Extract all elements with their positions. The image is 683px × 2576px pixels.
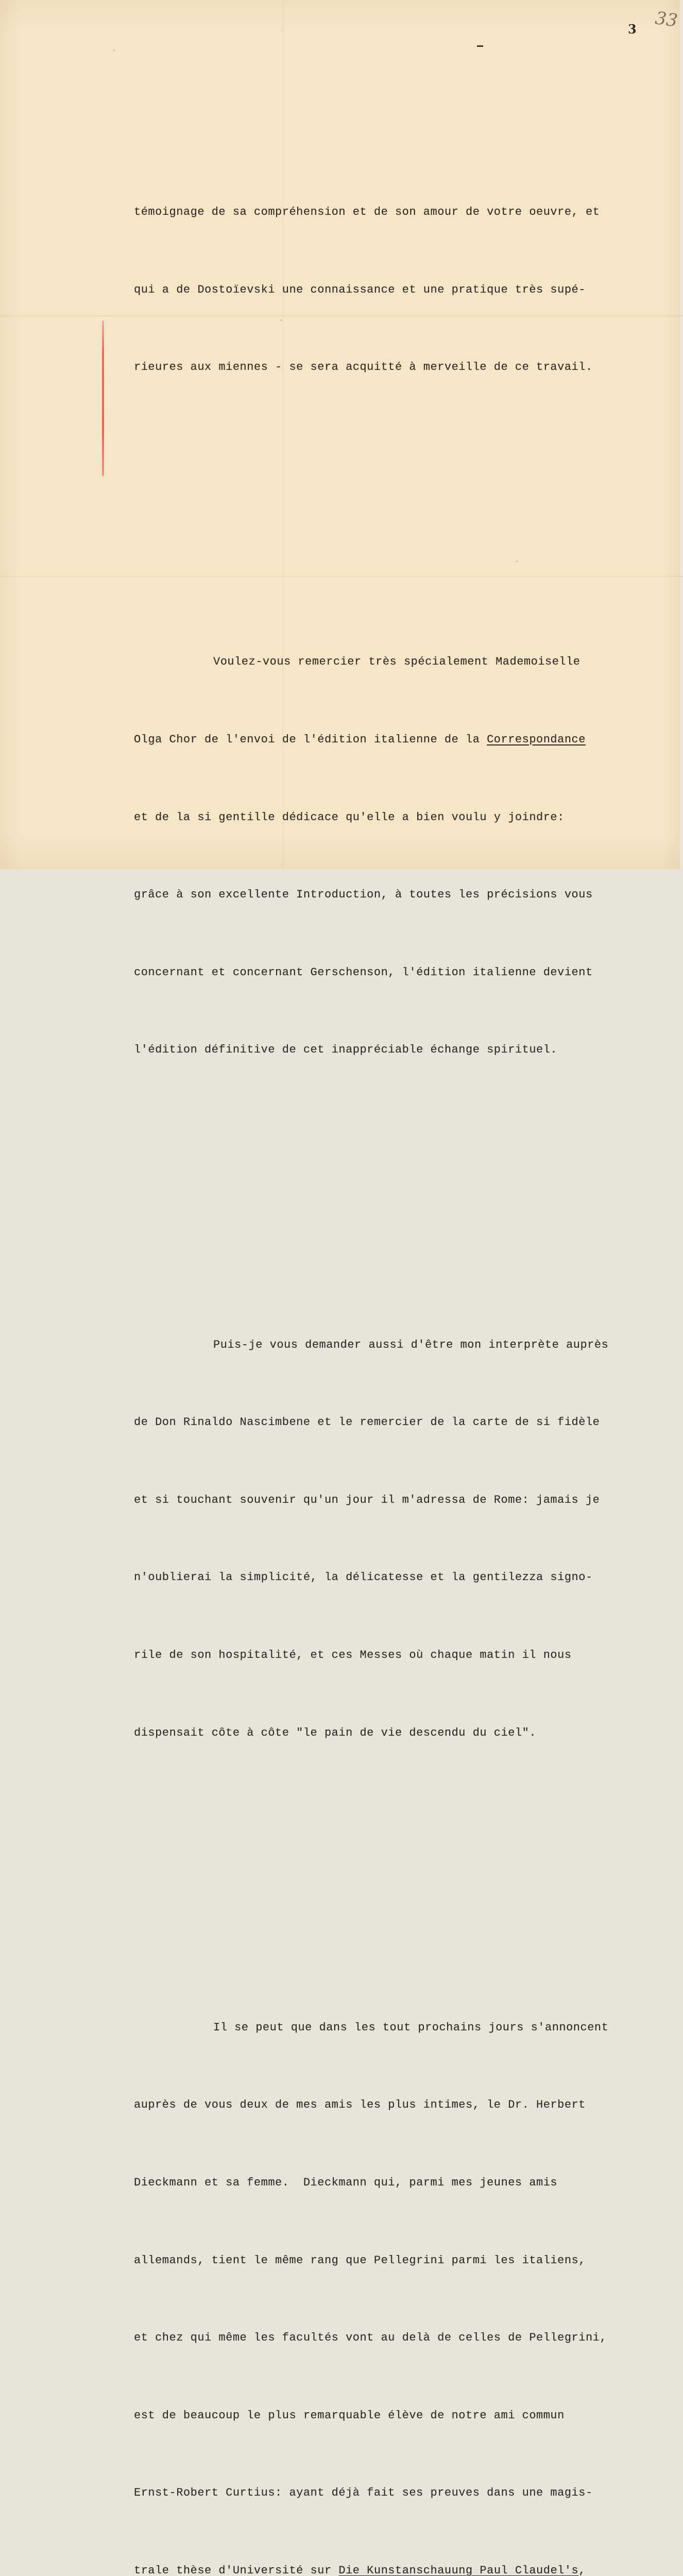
text-segment: trale thèse d'Université sur (134, 2564, 339, 2576)
text-line: l'édition définitive de cet inappréciable échange spirituel. (134, 1043, 558, 1057)
text-line: Dieckmann et sa femme. Dieckmann qui, parmi mes jeunes amis (134, 2176, 558, 2189)
paragraph-gap (134, 1850, 670, 1860)
text-line: allemands, tient le même rang que Pellegrini parmi les italiens, (134, 2253, 586, 2267)
text-line (134, 2558, 670, 2576)
text-line: témoignage de sa compréhension et de son amour de votre oeuvre, et (134, 206, 600, 219)
text-line: grâce à son excellente Introduction, à toutes les précisions vous (134, 888, 593, 902)
dash-mark (477, 45, 483, 47)
paragraph (134, 148, 670, 432)
text-line: dispensait côte à côte "le pain de vie descendu du ciel". (134, 1726, 537, 1739)
text-line: Puis-je vous demander aussi d'être mon interprète auprès (213, 1338, 609, 1351)
text-line: rieures aux miennes - se sera acquitté à merveille de ce travail. (134, 361, 593, 374)
paragraph (134, 1963, 670, 2576)
text-segment: , (578, 2564, 586, 2576)
paragraph-gap (134, 484, 670, 494)
page-number: 3 (628, 22, 637, 37)
text-line: rile de son hospitalité, et ces Messes où chaque matin il nous (134, 1648, 572, 1662)
text-line: auprès de vous deux de mes amis les plus intimes, le Dr. Herbert (134, 2098, 586, 2112)
text-line: et de la si gentille dédicace qu'elle a bien voulu y joindre: (134, 810, 565, 824)
text-line: est de beaucoup le plus remarquable élève de notre ami commun (134, 2409, 565, 2422)
text-line: Ernst-Robert Curtius: ayant déjà fait ses preuves dans une magis- (134, 2486, 593, 2500)
underlined-title: Correspondance (487, 733, 586, 747)
text-segment: Olga Chor de l'envoi de l'édition italienne de la (134, 733, 487, 747)
paragraph (134, 598, 670, 1115)
archive-number: 33 (654, 8, 679, 31)
text-line: n'oublierai la simplicité, la délicatesse et la gentilezza signo- (134, 1571, 593, 1584)
text-line (134, 727, 670, 753)
text-line: de Don Rinaldo Nascimbene et le remercier de la carte de si fidèle (134, 1416, 600, 1429)
text-line: et si touchant souvenir qu'un jour il m'adressa de Rome: jamais je (134, 1493, 600, 1506)
paragraph (134, 1280, 670, 1798)
paragraph-gap (134, 1166, 670, 1177)
text-line: Voulez-vous remercier très spécialement Mademoiselle (213, 655, 580, 669)
underlined-title: Die Kunstanschauung Paul Claudel's (338, 2564, 579, 2576)
text-line: Il se peut que dans les tout prochains jours s'annoncent (213, 2021, 609, 2034)
text-line: et chez qui même les facultés vont au delà de celles de Pellegrini, (134, 2331, 607, 2345)
red-pencil-margin-mark (102, 320, 104, 476)
text-line: qui a de Dostoïevski une connaissance et une pratique très supé- (134, 283, 586, 296)
letter-body (134, 70, 670, 2576)
text-line: concernant et concernant Gerschenson, l'édition italienne devient (134, 965, 593, 979)
paper-speck (113, 49, 115, 51)
